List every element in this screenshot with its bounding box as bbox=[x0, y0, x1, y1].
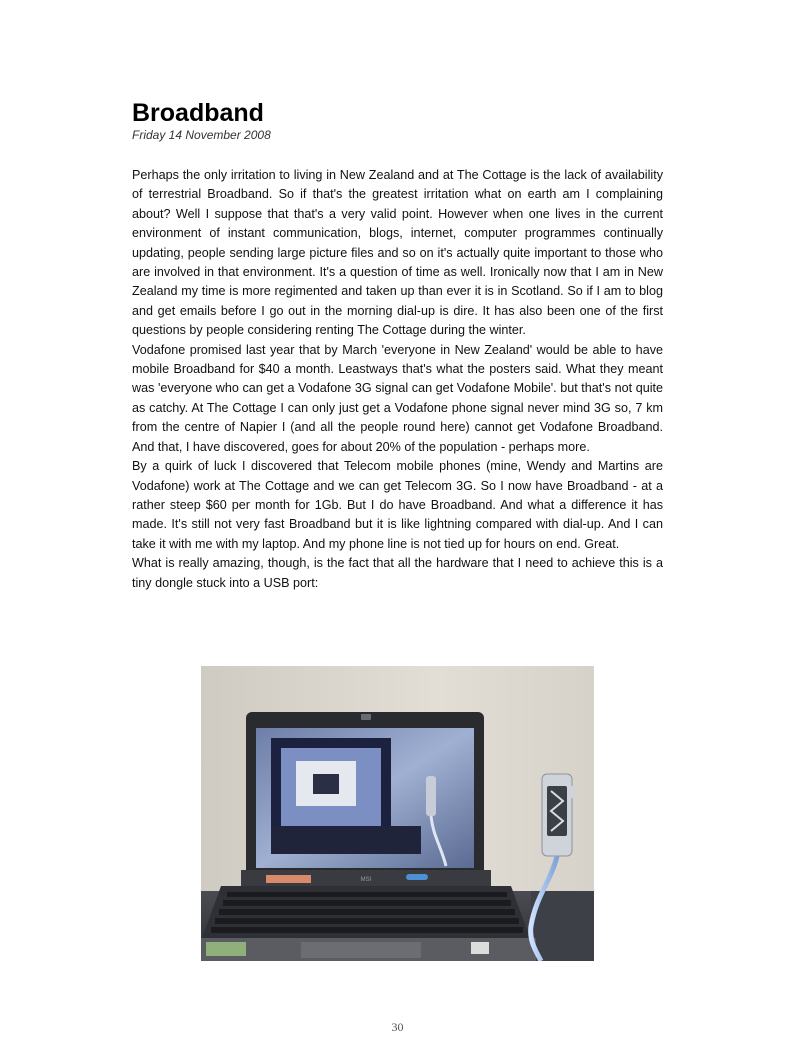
screen-inner-keyboard bbox=[271, 826, 421, 854]
photo-illustration bbox=[201, 666, 594, 961]
article-paragraph-2: Vodafone promised last year that by March 'everyone in New Zealand' would be able to have mobile Broadband for $40 a month. Leastways that's what the posters said. What they meant was 'everyone who can get a Vodafone 3G signal can get Vodafone Mobile'. but that's not quite as catchy. At The Cottage I can only just get a Vodafone phone signal never mind 3G so, 7 km from the centre of Napier I (and all the people round here) cannot get Vodafone Broadband. And that, I have discovered, goes for about 20% of the population - perhaps more. bbox=[132, 342, 663, 454]
article-date: Friday 14 November 2008 bbox=[132, 128, 271, 142]
article-paragraph-1: Perhaps the only irritation to living in New Zealand and at The Cottage is the lack of availability of terrestrial Broadband. So if that's the greatest irritation what on earth am I complaining about? Well I suppose that that's a very valid point. However when one lives in the current environment of instant communication, blogs, internet, computer programmes continually updating, people sending large picture files and so on it's actually quite important to those who are involved in that environment. It's a question of time as well. Ironically now that I am in New Zealand my time is more regimented and taken up than ever it is in Scotland. So if I am to blog and get emails before I go out in the morning dial-up is dire. It has also been one of the first questions by people considering renting The Cottage during the winter. bbox=[132, 168, 663, 338]
article-paragraph-4: What is really amazing, though, is the fact that all the hardware that I need to achieve this is a tiny dongle stuck into a USB port: bbox=[132, 556, 663, 590]
dongle-clip bbox=[569, 786, 575, 798]
article-title: Broadband bbox=[132, 99, 264, 127]
screen-inner-dongle bbox=[426, 776, 436, 816]
power-light-icon bbox=[406, 874, 428, 880]
article-paragraph-3: By a quirk of luck I discovered that Telecom mobile phones (mine, Wendy and Martins are Vodafone) work at The Cottage and we can get Telecom 3G. So I now have Broadband - at a rather steep $60 per month for 1Gb. But I do have Broadband. And what a difference it has made. It's still not very fast Broadband but it is like lightning compared with dial-up. And I can take it with me with my laptop. And my phone line is not tied up for hours on end. Great. bbox=[132, 459, 663, 551]
screen-inner-deep bbox=[313, 774, 339, 794]
laptop-brand: MSI bbox=[360, 877, 372, 883]
page-number: 30 bbox=[391, 1020, 404, 1034]
blog-article bbox=[132, 98, 663, 593]
touchpad bbox=[301, 942, 421, 958]
webcam-icon bbox=[361, 714, 371, 720]
sticker-badge bbox=[206, 942, 246, 956]
sticker-label bbox=[266, 875, 311, 883]
sticker-small bbox=[471, 942, 489, 954]
laptop-dongle-photo bbox=[201, 666, 594, 961]
